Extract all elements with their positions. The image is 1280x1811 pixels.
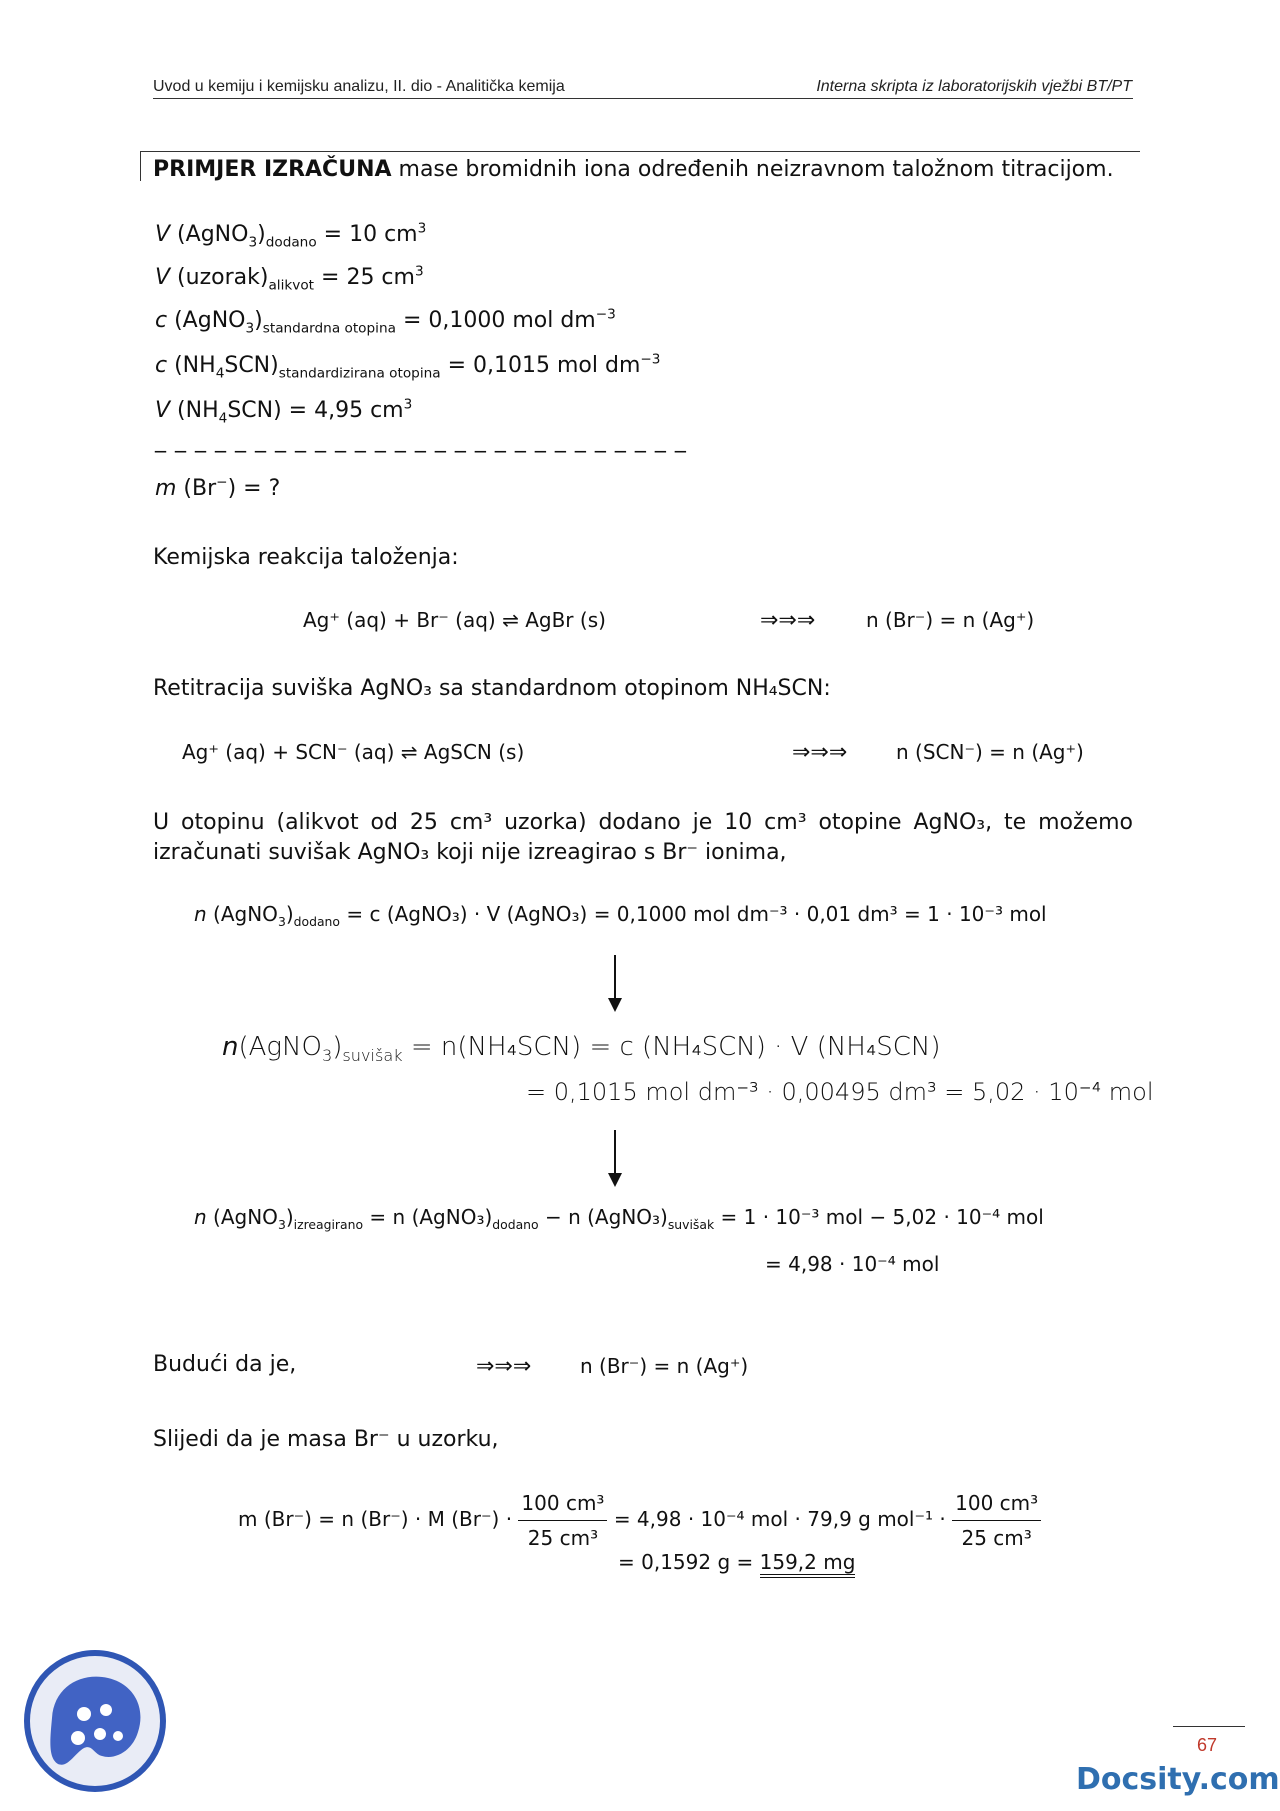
eq-n-agno3-suvisak: $n(AgNO_3)_{suvišak} = n(NH_4SCN) = c$ (NH₄SCN) · V (NH₄SCN): [222, 1032, 941, 1066]
down-arrow-1-shaft: [614, 955, 616, 1001]
section-mass-text: Slijedi da je masa Br⁻ u uzorku,: [153, 1427, 499, 1452]
given-v-agno3: V $(AgNO_3)_{dodano} = 10$ $cm^3$: [155, 220, 427, 251]
ratio-fraction-1: $\frac{\text{100 cm³}}{\text{25 cm³}}$: [518, 1488, 607, 1553]
given-v-nh4scn: V $(NH_4SCN) = 4,95$ $cm^3$: [155, 396, 413, 427]
header-right: Interna skripta iz laboratorijskih vježbi BT/PT: [816, 78, 1132, 95]
intro-line: [153, 157, 1114, 182]
implies-arrow-3: ⇒⇒⇒: [476, 1354, 532, 1379]
given-v-uzorak: V $(uzorak)_{alikvot} = 25$ $cm^3$: [155, 263, 424, 294]
section-since-text: Budući da je,: [153, 1352, 297, 1377]
given-c-agno3: c $(AgNO_3)_{standardna otopina} = 0,1000$ mol $dm^{-3}$: [155, 306, 616, 337]
header-left: Uvod u kemiju i kemijsku analizu, II. dio - Analitička kemija: [153, 78, 565, 95]
final-result: 159,2 mg: [760, 1550, 856, 1578]
section-retitration-title: Retitracija suviška AgNO₃ sa standardnom otopinom NH₄SCN:: [153, 676, 831, 701]
paragraph-line-1: U otopinu (alikvot od 25 cm³ uzorka) dodano je 10 cm³ otopine AgNO₃, te možemo: [153, 810, 1133, 835]
implies-arrow-1: ⇒⇒⇒: [760, 608, 816, 633]
since-result: n (Br⁻) = n (Ag⁺): [580, 1354, 749, 1378]
section-precipitation-title: Kemijska reakcija taloženja:: [153, 545, 459, 570]
intro-bold: PRIMJER IZRAČUNA: [153, 157, 392, 182]
intro-rest: mase bromidnih iona određenih neizravnom taložnom titracijom.: [398, 157, 1114, 182]
down-arrow-2-shaft: [614, 1130, 616, 1176]
header-rule: [153, 98, 1133, 99]
docsity-logo-icon[interactable]: [22, 1648, 168, 1798]
givens-separator: _ _ _ _ _ _ _ _ _ _ _ _ _ _ _ _ _ _ _ _ _ _ _ _ _ _ _: [155, 428, 687, 453]
eq-n-agno3-suvisak-line2: = 0,1015 mol dm⁻³ · 0,00495 dm³ = 5,02 · 10⁻⁴ mol: [526, 1078, 1154, 1106]
down-arrow-1-head: [608, 998, 622, 1012]
box-top-rule: [140, 151, 1140, 152]
eq-n-agno3-izreagirano-line2: = 4,98 · 10⁻⁴ mol: [765, 1252, 940, 1276]
eq-mass-br-line2: = 0,1592 g = 159,2 mg: [618, 1550, 855, 1574]
reaction-agbr-result: n (Br⁻) = n (Ag⁺): [866, 608, 1035, 632]
implies-arrow-2: ⇒⇒⇒: [792, 740, 848, 765]
unknown-m-br: m (Br−) = ?: [155, 474, 281, 501]
footer-rule: [1173, 1726, 1245, 1727]
down-arrow-2-head: [608, 1173, 622, 1187]
paragraph-line-2: izračunati suvišak AgNO₃ koji nije izreagirao s Br⁻ ionima,: [153, 840, 787, 865]
ratio-fraction-2: $\frac{\text{100 cm³}}{\text{25 cm³}}$: [952, 1488, 1041, 1553]
box-left-rule: [140, 151, 141, 181]
page-number: 67: [1197, 1735, 1218, 1755]
reaction-agscn: Ag⁺ (aq) + SCN⁻ (aq) ⇌ AgSCN (s): [182, 740, 525, 764]
eq-n-agno3-dodano: n $(AgNO_3)_{dodano} = c$ (AgNO₃) · V (AgNO₃) = 0,1000 mol dm⁻³ · 0,01 dm³ = 1 · 10⁻³ mol: [194, 902, 1047, 929]
docsity-brand[interactable]: Docsity.com: [1076, 1762, 1280, 1797]
eq-n-agno3-izreagirano: n $(AgNO_3)_{izreagirano} = n$ $(AgNO_3)_{dodano} - n$ $(AgNO_3)_{suvišak} = 1 \cdot 10^{-3}$ mol − 5,02 · 10⁻⁴ mol: [194, 1205, 1044, 1232]
reaction-agbr: Ag⁺ (aq) + Br⁻ (aq) ⇌ AgBr (s): [303, 608, 606, 632]
given-c-nh4scn: c $(NH_4SCN)_{standardizirana otopina} = 0,1015$ mol $dm^{-3}$: [155, 351, 661, 382]
eq-mass-br: m (Br⁻) = n (Br⁻) · M (Br⁻) · $\frac{\text{100 cm³}}{\text{25 cm³}}$ = 4,98 · 10⁻⁴ mol · 79,9 g mol⁻¹ · $\frac{\text{100 cm³}}{\text{25 cm³}}$: [238, 1488, 1041, 1553]
reaction-agscn-result: n (SCN⁻) = n (Ag⁺): [896, 740, 1084, 764]
